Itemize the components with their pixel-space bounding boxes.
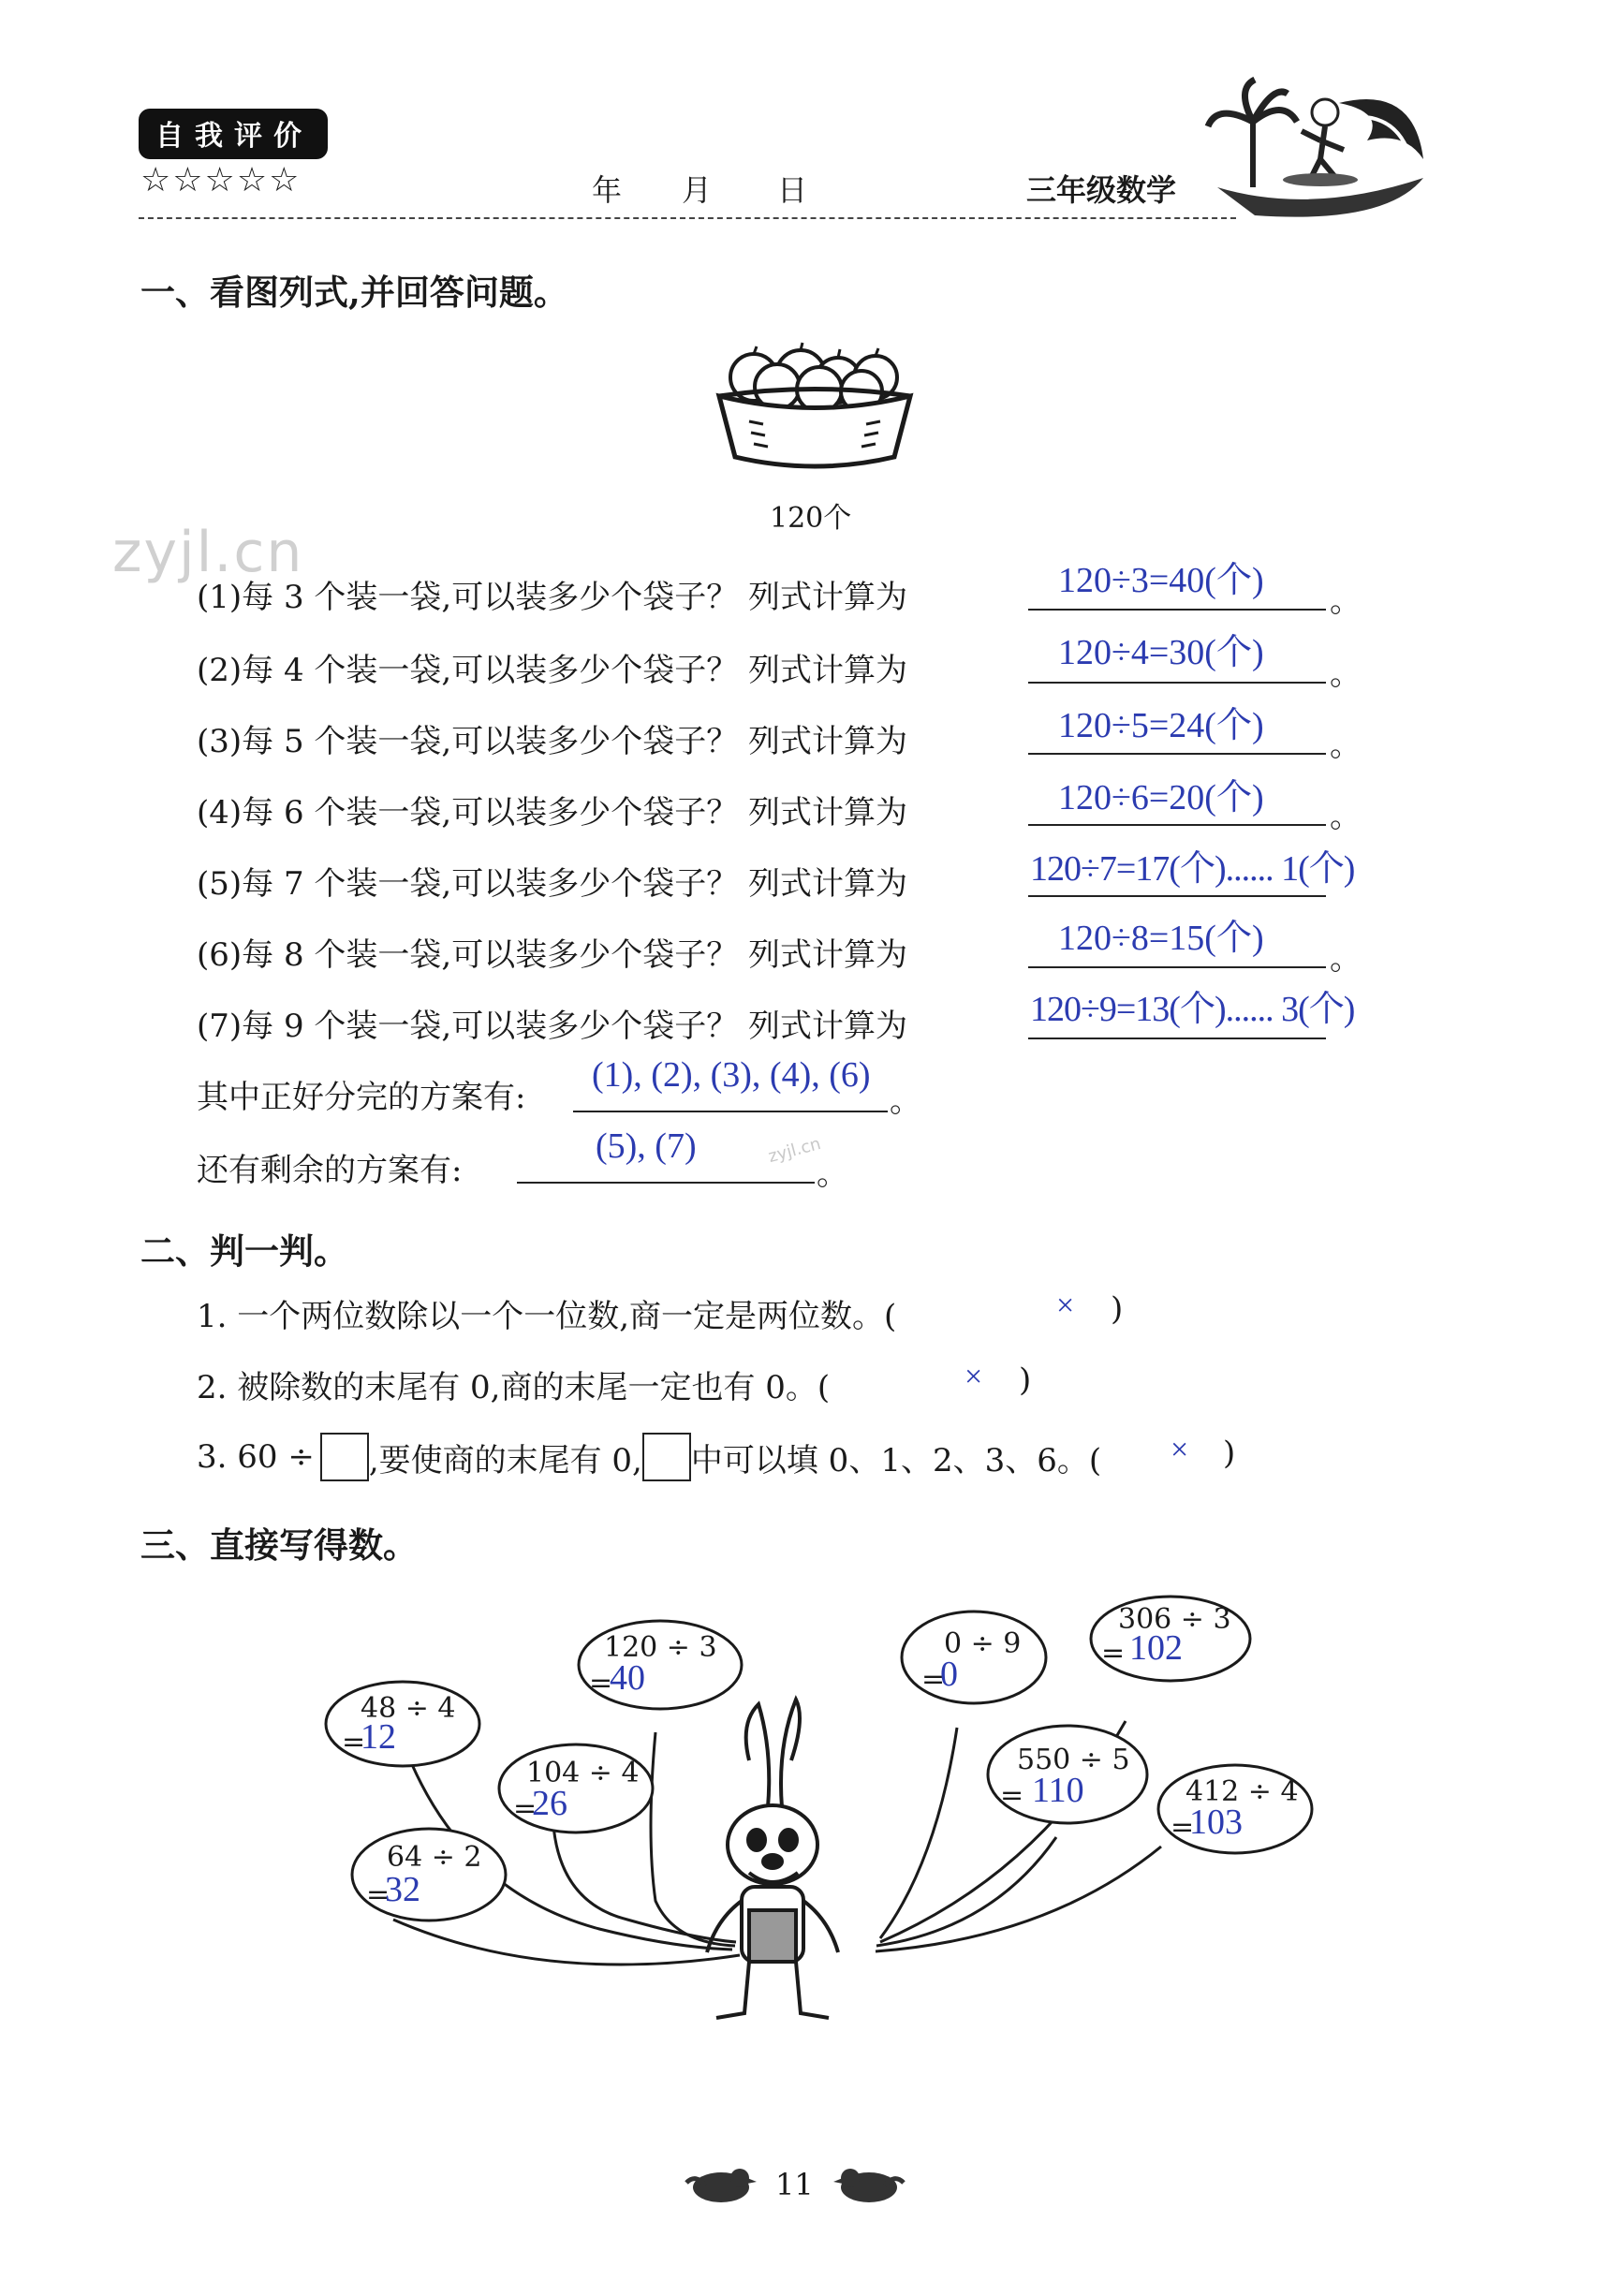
answer-3: 120÷5=24(个)	[1058, 706, 1264, 745]
problem-expr-6: 306 ÷ 3	[1118, 1603, 1231, 1636]
answer-line-3[interactable]	[1028, 753, 1326, 755]
problem-bubble-3	[496, 1742, 655, 1835]
problem-answer-2: 40	[610, 1658, 645, 1698]
section2-title: 二、判一判。	[140, 1230, 348, 1272]
left-bird-icon	[682, 2159, 757, 2206]
answer-7: 120÷9=13(个)...... 3(个)	[1030, 990, 1355, 1029]
exact-answer-line[interactable]	[573, 1111, 888, 1112]
date-day-label: 日	[777, 172, 808, 208]
problem-expr-4: 64 ÷ 2	[387, 1841, 482, 1874]
right-bird-icon	[833, 2159, 908, 2206]
problem-expr-2: 120 ÷ 3	[604, 1631, 717, 1664]
problem-bubble-7	[985, 1723, 1150, 1826]
problem-answer-5: 0	[940, 1655, 958, 1694]
judge-close-2: )	[1019, 1361, 1032, 1399]
problem-bubble-1	[323, 1679, 482, 1769]
island-surfer-illustration	[1199, 75, 1433, 225]
judge-item-2: 2. 被除数的末尾有 0,商的末尾一定也有 0。(	[197, 1369, 831, 1406]
question-4: (4)每 6 个装一袋,可以装多少个袋子？ 列式计算为	[197, 794, 908, 832]
answer-line-1[interactable]	[1028, 609, 1326, 611]
watermark-small: zyjl.cn	[766, 1133, 823, 1168]
problem-bubble-5	[899, 1609, 1049, 1707]
answer-6: 120÷8=15(个)	[1058, 919, 1264, 958]
problem-expr-3: 104 ÷ 4	[526, 1757, 640, 1789]
remainder-answer-line[interactable]	[517, 1182, 815, 1184]
answer-4: 120÷6=20(个)	[1058, 778, 1264, 817]
problem-expr-8: 412 ÷ 4	[1185, 1775, 1299, 1808]
problem-bubble-4	[349, 1826, 508, 1924]
question-1: (1)每 3 个装一袋,可以装多少个袋子？ 列式计算为	[197, 579, 908, 616]
question-6: (6)每 8 个装一袋,可以装多少个袋子？ 列式计算为	[197, 936, 908, 974]
equals-sign: =	[1101, 1637, 1126, 1670]
judge-close-1: )	[1111, 1290, 1124, 1328]
judge-answer-1[interactable]: ×	[1056, 1288, 1075, 1323]
problem-answer-7: 110	[1032, 1771, 1084, 1810]
header-divider	[139, 217, 1236, 219]
answer-line-4[interactable]	[1028, 824, 1326, 826]
answer-line-2[interactable]	[1028, 682, 1326, 684]
judge-item-3	[197, 1433, 1101, 1481]
remainder-period: 。	[817, 1155, 848, 1193]
section3-title: 三、直接写得数。	[140, 1524, 418, 1566]
period-4: 。	[1330, 798, 1362, 835]
problem-bubble-8	[1156, 1762, 1315, 1856]
answer-5: 120÷7=17(个)...... 1(个)	[1030, 849, 1355, 889]
problem-answer-3: 26	[532, 1784, 567, 1823]
answer-line-5[interactable]	[1028, 895, 1326, 897]
date-month-label: 月	[682, 172, 713, 208]
problem-expr-7: 550 ÷ 5	[1017, 1744, 1130, 1776]
question-5: (5)每 7 个装一袋,可以装多少个袋子？ 列式计算为	[197, 865, 908, 903]
page-number: 11	[775, 2167, 814, 2202]
exact-period: 。	[890, 1082, 921, 1120]
blank-box-1[interactable]	[320, 1433, 369, 1481]
exact-division-label: 其中正好分完的方案有:	[197, 1079, 526, 1116]
equals-sign: =	[342, 1726, 366, 1759]
question-2: (2)每 4 个装一袋,可以装多少个袋子？ 列式计算为	[197, 652, 908, 689]
rating-stars[interactable]: ☆☆☆☆☆	[140, 161, 302, 199]
question-3: (3)每 5 个装一袋,可以装多少个袋子？ 列式计算为	[197, 723, 908, 760]
judge-answer-2[interactable]: ×	[964, 1360, 983, 1394]
apple-basket-illustration	[712, 335, 918, 485]
problem-answer-6: 102	[1129, 1628, 1183, 1668]
self-evaluation-label: 自我评价	[139, 109, 328, 159]
period-6: 。	[1330, 940, 1362, 978]
answer-2: 120÷4=30(个)	[1058, 633, 1264, 672]
problem-expr-5: 0 ÷ 9	[944, 1627, 1022, 1660]
watermark: zyjl.cn	[112, 520, 304, 585]
date-year-label: 年	[592, 172, 623, 208]
period-2: 。	[1330, 655, 1362, 693]
subject-label: 三年级数学	[1026, 172, 1177, 208]
problem-answer-4: 32	[385, 1870, 420, 1909]
answer-line-6[interactable]	[1028, 966, 1326, 968]
equals-sign: =	[366, 1878, 390, 1911]
equals-sign: =	[513, 1792, 537, 1825]
judge-close-3: )	[1223, 1435, 1236, 1472]
remainder-answer: (5), (7)	[596, 1126, 697, 1166]
problem-bubble-2	[576, 1618, 744, 1712]
blank-box-2[interactable]	[642, 1433, 691, 1481]
answer-1: 120÷3=40(个)	[1058, 561, 1264, 600]
problem-answer-1: 12	[361, 1717, 396, 1757]
remainder-label: 还有剩余的方案有:	[197, 1152, 463, 1189]
section1-title: 一、看图列式,并回答问题。	[140, 272, 568, 313]
exact-answer: (1), (2), (3), (4), (6)	[592, 1055, 871, 1095]
period-3: 。	[1330, 727, 1362, 764]
period-1: 。	[1330, 582, 1362, 620]
problem-answer-8: 103	[1189, 1803, 1243, 1842]
equals-sign: =	[1000, 1779, 1024, 1812]
judge-item-3-part2: ,要使商的末尾有 0,	[368, 1441, 642, 1479]
judge-answer-3[interactable]: ×	[1171, 1433, 1189, 1467]
equals-sign: =	[1171, 1811, 1195, 1844]
question-7: (7)每 9 个装一袋,可以装多少个袋子？ 列式计算为	[197, 1008, 908, 1045]
judge-item-1: 1. 一个两位数除以一个一位数,商一定是两位数。(	[197, 1298, 897, 1335]
basket-caption: 120个	[770, 502, 852, 535]
judge-item-3-part1: 3. 60 ÷	[197, 1438, 315, 1476]
answer-line-7[interactable]	[1028, 1038, 1326, 1039]
problem-expr-1: 48 ÷ 4	[361, 1692, 456, 1725]
judge-item-3-part3: 中可以填 0、1、2、3、6。(	[690, 1441, 1102, 1479]
problem-bubble-6	[1088, 1594, 1253, 1684]
equals-sign: =	[921, 1663, 946, 1696]
equals-sign: =	[589, 1667, 613, 1700]
